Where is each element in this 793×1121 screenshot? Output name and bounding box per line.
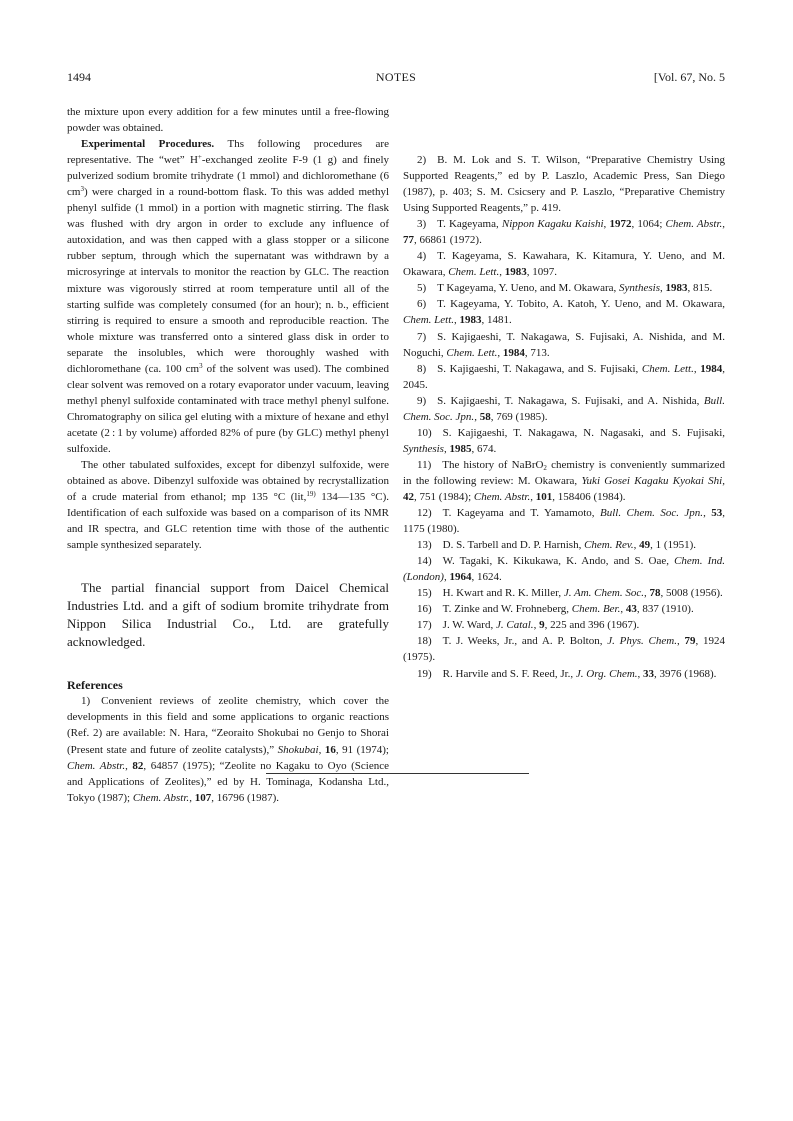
reference-item: 12) T. Kageyama and T. Yamamoto, Bull. Chem. Soc. Jpn., 53, 1175 (1980). — [403, 507, 725, 536]
left-column — [67, 104, 389, 806]
body-paragraph: The other tabulated sulfoxides, except for dibenzyl sulfoxide, were obtained as above. Dibenzyl sulfoxide was obtained by recrystallization of a crude material from ethanol; mp 135 °C (lit,$^{19)}$ 134—135 °C). Identification of each sulfoxide was based on a comparison of its NMR and IR spectra, and GLC retention time with those of the authentic sample synthesized separately. — [67, 459, 389, 552]
reference-item: 11) The history of NaBrO$_2$ chemistry is conveniently summarized in the following review: M. Okawara, Yuki Gosei Kagaku Kyokai Shi, 42, 751 (1984); Chem. Abstr., 101, 158406 (1984). — [403, 458, 725, 503]
reference-item: 6) T. Kageyama, Y. Tobito, A. Katoh, Y. Ueno, and M. Okawara, Chem. Lett., 1983, 1481. — [403, 298, 725, 327]
reference-item: 1) Convenient reviews of zeolite chemistry, which cover the developments in this field and some applications to organic reactions (Ref. 2) are available: N. Hara, “Zeoraito Shokubai no Genjo to Shorai (Present state and future of zeolite catalysts),” Shokubai, 16, 91 (1974); Chem. Abstr., 82, 64857 (1975); “Zeolite no Kagaku to Oyo (Science and Applications of Zeolites),” ed by H. Tominaga, Kodansha Ltd., Tokyo (1987); Chem. Abstr., 107, 16796 (1987). — [67, 695, 389, 804]
end-rule — [266, 773, 529, 774]
reference-item: 3) T. Kageyama, Nippon Kagaku Kaishi, 1972, 1064; Chem. Abstr., 77, 66861 (1972). — [403, 218, 726, 247]
reference-item: 10) S. Kajigaeshi, T. Nakagawa, N. Nagasaki, and S. Fujisaki, Synthesis, 1985, 674. — [403, 426, 725, 455]
reference-item: 9) S. Kajigaeshi, T. Nakagawa, S. Fujisaki, and A. Nishida, Bull. Chem. Soc. Jpn., 58, 769 (1985). — [403, 394, 725, 423]
reference-item: 2) B. M. Lok and S. T. Wilson, “Preparative Chemistry Using Supported Reagents,” ed by P. Laszlo, Academic Press, San Diego (1987), p. 403; S. M. Csicsery and P. Laszlo, “Preparative Chemistry Using Supported Reagents,” p. 419. — [403, 154, 725, 215]
volume-info: [Vol. 67, No. 5 — [653, 70, 725, 84]
section-title: NOTES — [375, 70, 417, 84]
page-number: 1494 — [67, 70, 91, 84]
reference-item: 5) T Kageyama, Y. Ueno, and M. Okawara, Synthesis, 1983, 815. — [417, 282, 713, 295]
page-header — [67, 70, 725, 86]
reference-item: 17) J. W. Ward, J. Catal., 9, 225 and 396 (1967). — [417, 619, 640, 632]
reference-item: 4) T. Kageyama, S. Kawahara, K. Kitamura, Y. Ueno, and M. Okawara, Chem. Lett., 1983, 1097. — [403, 250, 725, 279]
reference-item: 19) R. Harvile and S. F. Reed, Jr., J. Org. Chem., 33, 3976 (1968). — [417, 667, 717, 680]
reference-item: 8) S. Kajigaeshi, T. Nakagawa, and S. Fujisaki, Chem. Lett., 1984, 2045. — [403, 362, 725, 391]
references-heading: References — [67, 678, 123, 693]
reference-item: 13) D. S. Tarbell and D. P. Harnish, Chem. Rev., 49, 1 (1951). — [417, 539, 696, 552]
experimental-heading: Experimental Procedures. — [81, 138, 215, 151]
reference-item: 14) W. Tagaki, K. Kikukawa, K. Ando, and S. Oae, Chem. Ind. (London), 1964, 1624. — [403, 555, 725, 584]
reference-item: 16) T. Zinke and W. Frohneberg, Chem. Ber., 43, 837 (1910). — [417, 603, 694, 616]
reference-item: 7) S. Kajigaeshi, T. Nakagawa, S. Fujisaki, A. Nishida, and M. Noguchi, Chem. Lett., 1984, 713. — [403, 330, 725, 359]
reference-item: 15) H. Kwart and R. K. Miller, J. Am. Chem. Soc., 78, 5008 (1956). — [417, 587, 723, 600]
acknowledgment: The partial financial support from Daicel Chemical Industries Ltd. and a gift of sodium bromite trihydrate from Nippon Silica Industrial Co., Ltd. are gratefully acknowledged. — [67, 580, 389, 650]
experimental-paragraph: Experimental Procedures. Ths following procedures are representative. The “wet” H+-exchanged zeolite F-9 (1 g) and finely pulverized sodium bromite trihydrate (1 mmol) and dichloromethane (6 $cm^3$) were charged in a round-bottom flask. To this was added methyl phenyl sulfide (1 mmol) in a portion with magnetic stirring. The flask was flushed with dry argon in order to exclude any influence of autoxidation, and was then capped with a glass stopper or a silicone rubber septum, through which the supernatant was withdrawn by a microsyringe at intervals to monitor the reaction by GLC. The reaction mixture was vigorously stirred at room temperature until all of the starting sulfide was completely consumed (for an hour); n. b., efficient stirring is required to ensure a smooth and reproducible reaction. The whole mixture was transferred onto a sintered glass disk in order to separate the insolubles, which were thoroughly washed with dichloromethane (ca. 100 $cm^3$ of the solvent was used). The combined clear solvent was removed on a rotary evaporator under vacuum, leaving methyl phenyl sulfoxide contaminated with trace methyl phenyl sulfone. Chromatography on silica gel eluting with a mixture of hexane and ethyl acetate (2 : 1 by volume) afforded 82% of pure (by GLC) methyl phenyl sulfoxide. — [67, 138, 389, 455]
reference-item: 18) T. J. Weeks, Jr., and A. P. Bolton, J. Phys. Chem., 79, 1924 (1975). — [403, 635, 726, 664]
body-paragraph: the mixture upon every addition for a few minutes until a free-flowing powder was obtained. — [67, 106, 389, 135]
right-column — [403, 104, 725, 682]
